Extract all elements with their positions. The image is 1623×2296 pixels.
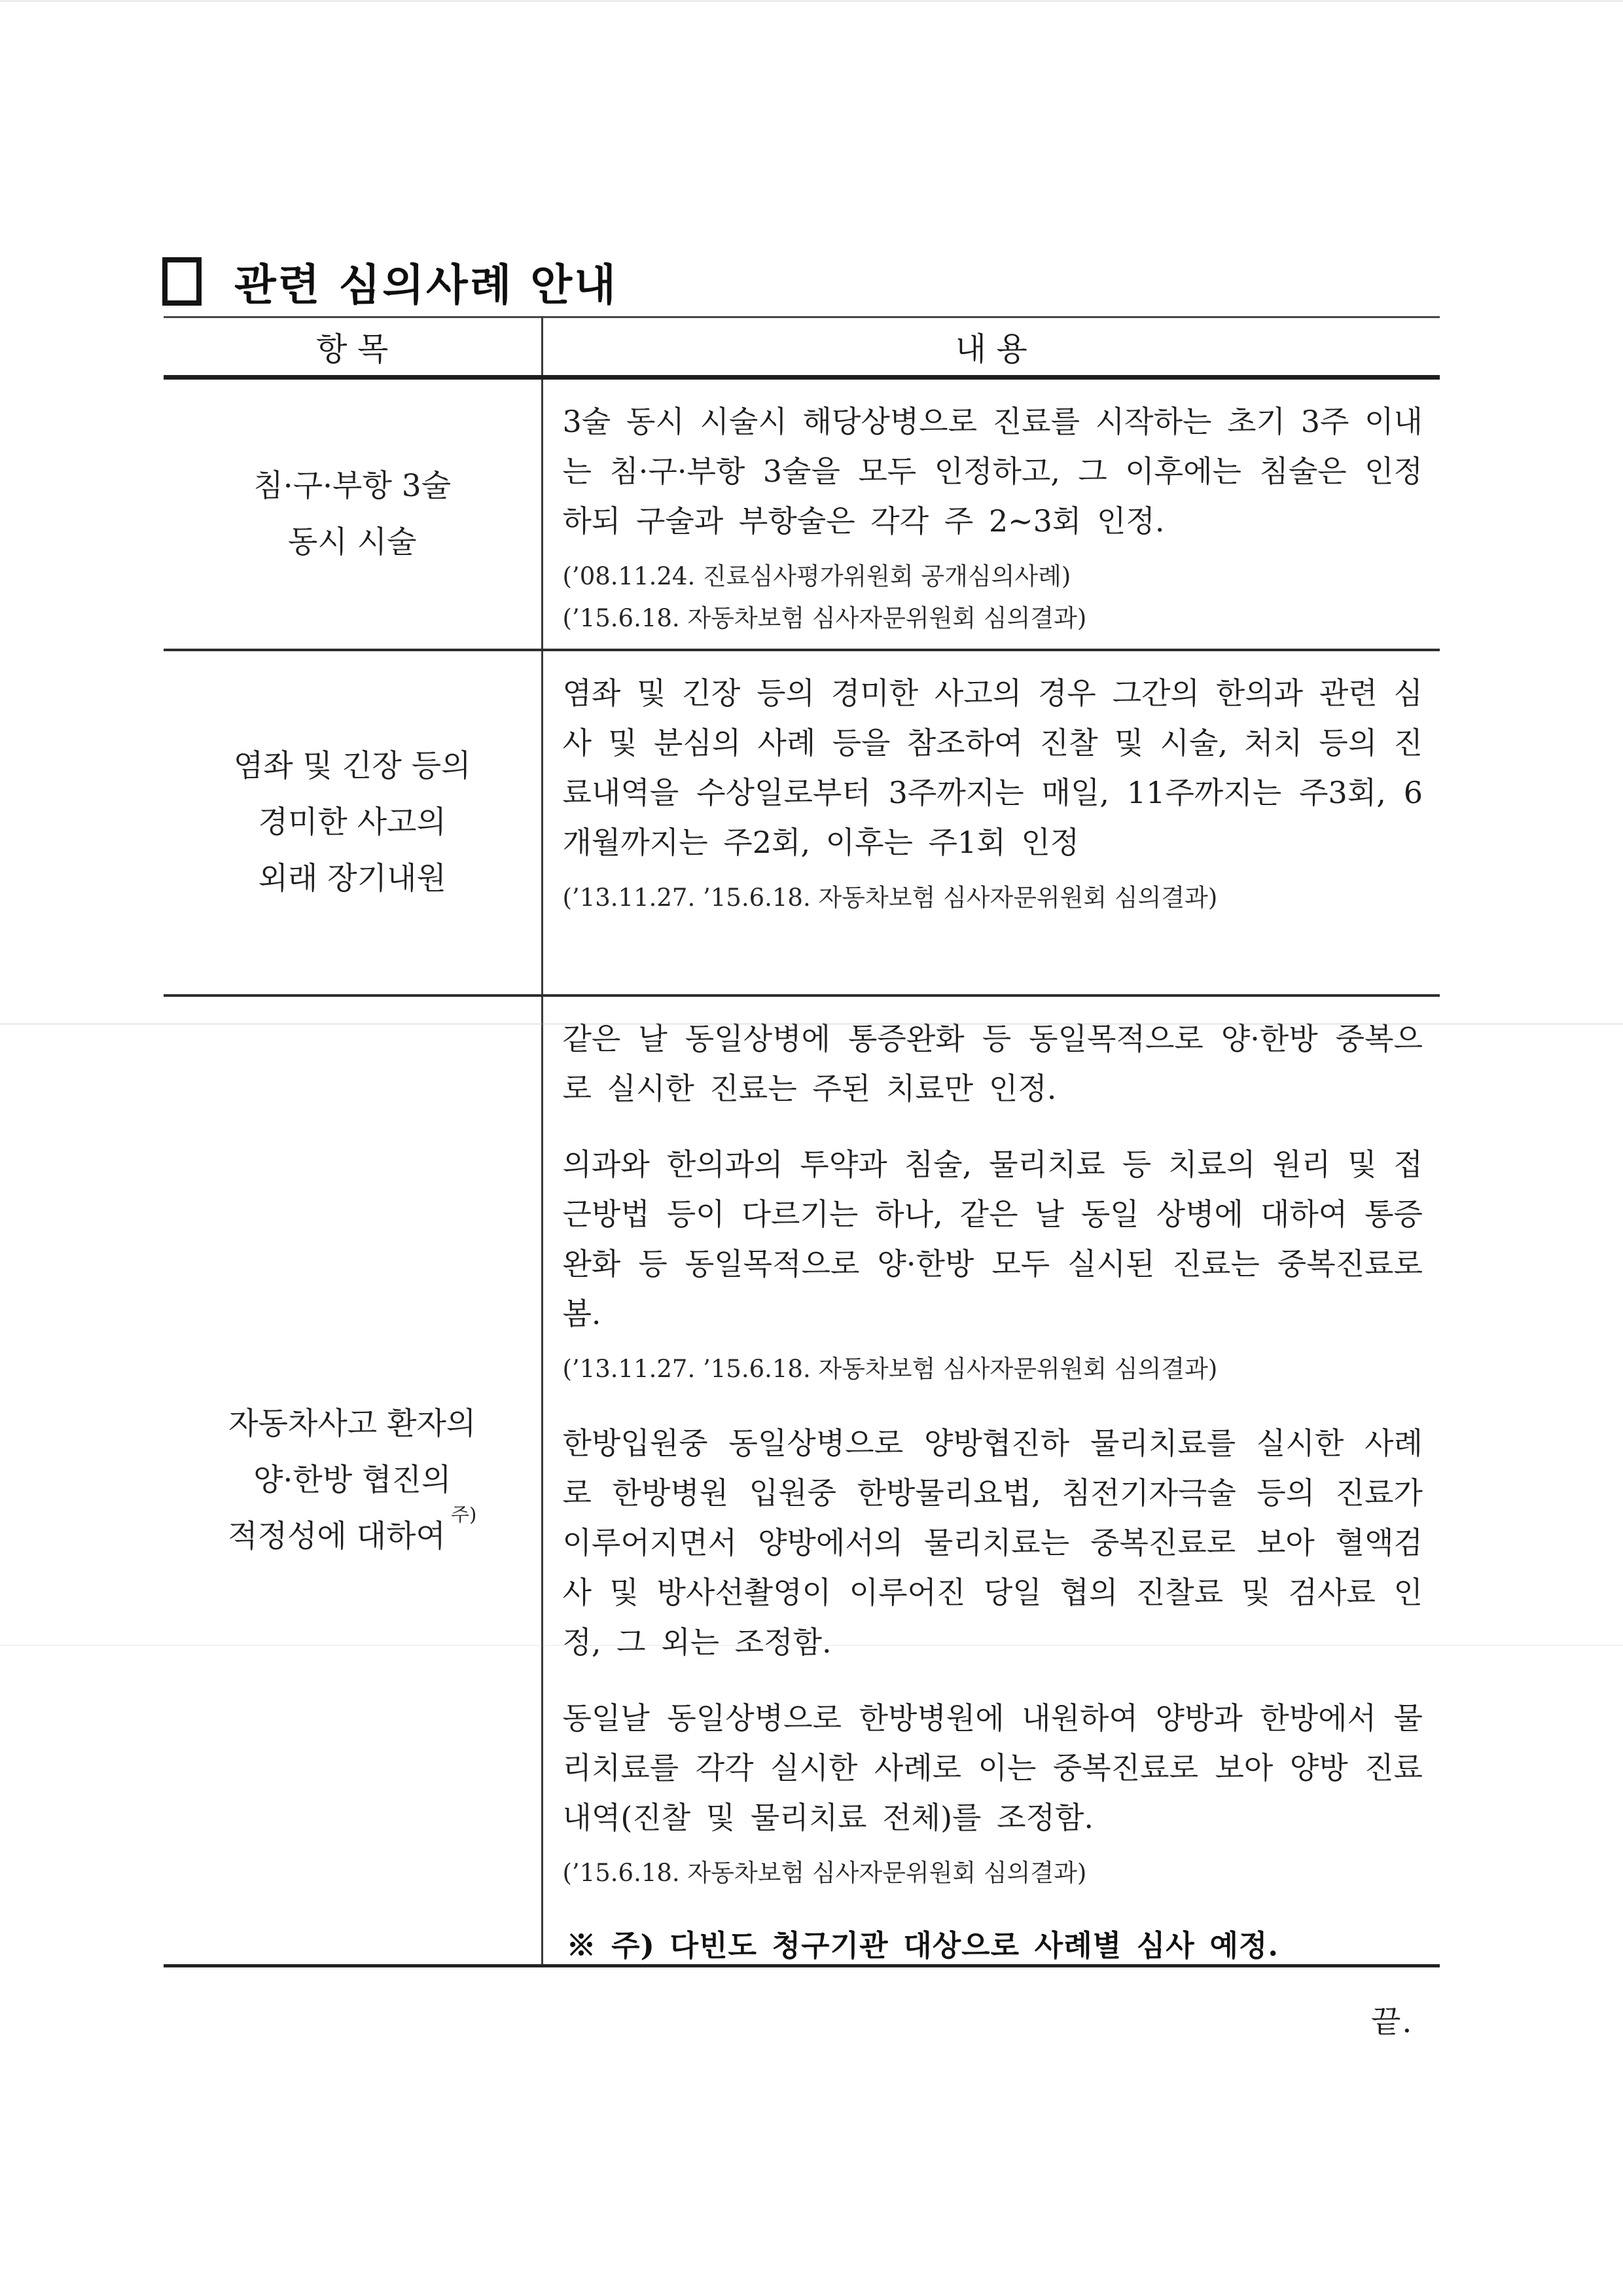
item-line: 경미한 사고의 xyxy=(258,804,446,840)
table-row-collaborative-care xyxy=(164,996,1440,1966)
item-line: 자동차사고 환자의 xyxy=(228,1406,476,1442)
table-row-acupuncture xyxy=(164,378,1440,651)
item-line: 양·한방 협진의 xyxy=(253,1462,452,1498)
content-cell-acupuncture xyxy=(542,378,1440,651)
paragraph: 같은 날 동일상병에 통증완화 등 동일목적으로 양·한방 중복으로 실시한 진료는 주된 치료만 인정. xyxy=(562,1021,1423,1106)
footnote-note: ※ 주) 다빈도 청구기관 대상으로 사례별 심사 예정. xyxy=(566,1928,1279,1963)
item-line: 침·구·부항 3술 xyxy=(253,467,452,504)
table-header-row xyxy=(164,317,1440,378)
paragraph: 의과와 한의과의 투약과 침술, 물리치료 등 치료의 원리 및 접근방법 등이 다르기는 하나, 같은 날 동일 상병에 대하여 통증완화 등 동일목적으로 양·한방 모두 실시된 진료는 중복진료로 봄. xyxy=(562,1147,1423,1331)
item-line-text: 적정성에 대하여 xyxy=(228,1518,446,1554)
item-line xyxy=(164,1503,541,1565)
citation: (’15.6.18. 자동차보험 심사자문위원회 심의결과) xyxy=(562,604,1087,632)
content-blocks xyxy=(563,1014,1423,1964)
citation: (’08.11.24. 진료심사평가위원회 공개심의사례) xyxy=(562,562,1071,590)
citation: (’13.11.27. ’15.6.18. 자동차보험 심사자문위원회 심의결과) xyxy=(562,884,1218,912)
item-line: 동시 시술 xyxy=(287,524,417,560)
citation: (’13.11.27. ’15.6.18. 자동차보험 심사자문위원회 심의결과) xyxy=(562,1355,1218,1383)
content-blocks xyxy=(563,668,1423,994)
paragraph: 염좌 및 긴장 등의 경미한 사고의 경우 그간의 한의과 관련 심사 및 분심의 사례 등을 참조하여 진찰 및 시술, 처치 등의 진료내역을 수상일로부터 3주까지는 매일, 11주까지는 주3회, 6개월까지는 주2회, 이후는 주1회 인정 xyxy=(562,675,1423,860)
review-cases-table xyxy=(164,316,1440,1967)
content-blocks xyxy=(563,397,1423,649)
table-header-item: 항 목 xyxy=(164,317,542,378)
item-cell-collaborative-care xyxy=(164,996,542,1966)
section-title xyxy=(162,250,618,312)
content-cell-sprain xyxy=(542,650,1440,996)
content-cell-collaborative-care xyxy=(542,996,1440,1966)
item-cell-sprain xyxy=(164,650,542,996)
end-mark: 끝. xyxy=(1371,2004,1414,2040)
item-line: 염좌 및 긴장 등의 xyxy=(233,748,471,784)
footnote-marker: 주) xyxy=(450,1503,477,1526)
scan-edge-artifact xyxy=(0,0,1623,2)
table-row-sprain xyxy=(164,650,1440,996)
citation: (’15.6.18. 자동차보험 심사자문위원회 심의결과) xyxy=(562,1859,1087,1887)
paragraph: 한방입원중 동일상병으로 양방협진하 물리치료를 실시한 사례로 한방병원 입원중 한방물리요법, 침전기자극술 등의 진료가 이루어지면서 양방에서의 물리치료는 중복진료로 보아 혈액검사 및 방사선촬영이 이루어진 당일 협의 진찰료 및 검사료 인정, 그 외는 조정함. xyxy=(562,1426,1423,1660)
section-title-text: 관련 심의사례 안내 xyxy=(234,260,618,311)
item-cell-acupuncture xyxy=(164,378,542,651)
paragraph: 동일날 동일상병으로 한방병원에 내원하여 양방과 한방에서 물리치료를 각각 실시한 사례로 이는 중복진료로 보아 양방 진료내역(진찰 및 물리치료 전체)를 조정함. xyxy=(562,1700,1423,1835)
square-bullet-icon xyxy=(162,257,202,306)
paragraph: 3술 동시 시술시 해당상병으로 진료를 시작하는 초기 3주 이내는 침·구·부항 3술을 모두 인정하고, 그 이후에는 침술은 인정하되 구술과 부항술은 각각 주 2~3회 인정. xyxy=(562,404,1423,539)
table-header-content: 내 용 xyxy=(542,317,1440,378)
item-line: 외래 장기내원 xyxy=(258,861,446,897)
